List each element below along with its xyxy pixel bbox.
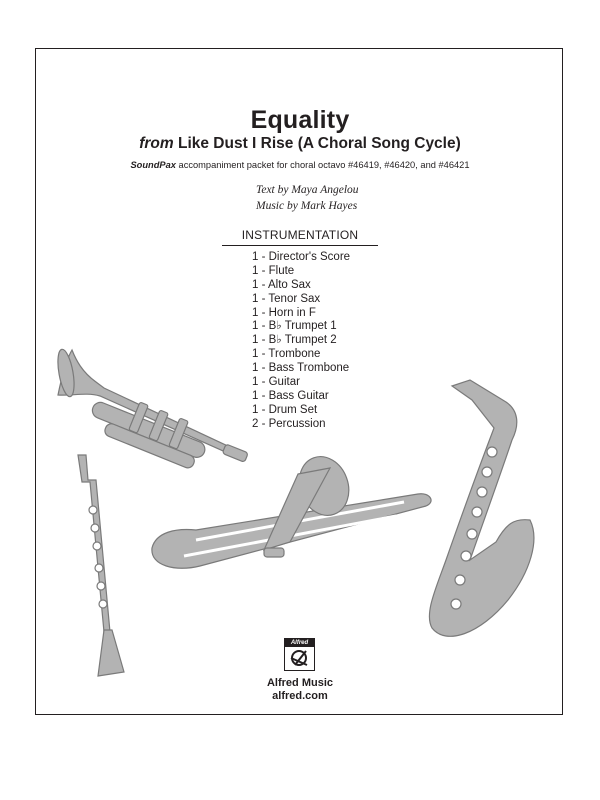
instrumentation-heading: INSTRUMENTATION: [222, 228, 378, 246]
instrument-item: 2 - Percussion: [252, 417, 326, 430]
instrument-item: 1 - B♭ Trumpet 1: [252, 320, 337, 333]
alfred-emblem-icon: [288, 649, 310, 667]
alfred-logo-text: Alfred: [285, 639, 314, 647]
publisher-website: alfred.com: [272, 690, 328, 702]
instrument-item: 1 - Director's Score: [252, 251, 351, 263]
soundpax-text: accompaniment packet for choral octavo #46419, #46420, and #46421: [175, 160, 470, 170]
instrument-item: 1 - Bass Guitar: [252, 389, 329, 402]
publisher-name: Alfred Music: [266, 677, 333, 689]
composer-credit: Music by Mark Hayes: [256, 200, 358, 212]
clarinet-icon: [78, 455, 124, 676]
instrument-item: 1 - Horn in F: [252, 306, 316, 319]
instrument-item: 1 - Tenor Sax: [252, 292, 321, 305]
instrument-item: 1 - Trombone: [252, 348, 321, 361]
instrument-item: 1 - Bass Trombone: [252, 362, 350, 375]
subtitle-work: Like Dust I Rise (A Choral Song Cycle): [177, 135, 461, 152]
instrument-item: 1 - Alto Sax: [252, 278, 311, 291]
trumpet-icon: [55, 348, 248, 469]
instrument-item: 1 - Flute: [252, 264, 295, 277]
instrument-item: 1 - B♭ Trumpet 2: [252, 334, 337, 347]
subtitle-from: from: [139, 135, 174, 152]
instrument-item: 1 - Drum Set: [252, 403, 318, 416]
page-title: Equality: [250, 106, 350, 134]
soundpax-brand: SoundPax: [130, 160, 176, 170]
instrument-item: 1 - Guitar: [252, 376, 300, 389]
lyricist-credit: Text by Maya Angelou: [256, 184, 359, 196]
trombone-icon: [152, 450, 431, 569]
alfred-logo: [284, 638, 315, 671]
saxophone-icon: [429, 380, 533, 636]
